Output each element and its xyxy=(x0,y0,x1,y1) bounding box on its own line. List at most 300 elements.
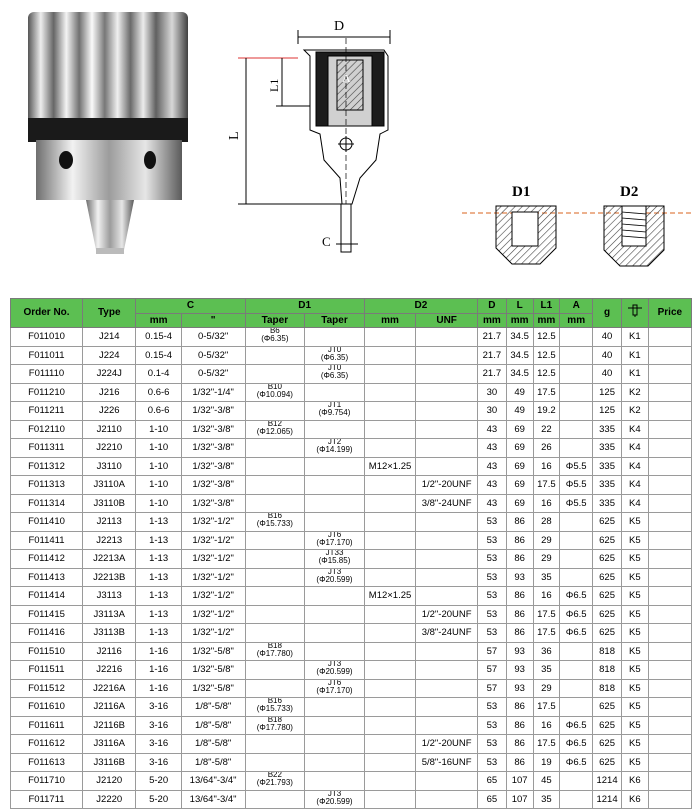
cell-c-mm: 1-13 xyxy=(136,531,181,550)
cell-price xyxy=(648,531,691,550)
cell-l1: 19 xyxy=(533,753,560,772)
taper-diameter: (Φ12.065) xyxy=(256,426,293,436)
table-row xyxy=(11,494,692,513)
cell-a xyxy=(560,679,593,698)
header-d-mm: mm xyxy=(477,314,506,328)
cell-g: 625 xyxy=(593,753,622,772)
cell-d1-taper-jt xyxy=(305,716,365,735)
cell-key: K5 xyxy=(621,531,648,550)
cell-l: 34.5 xyxy=(506,346,533,365)
cell-g: 40 xyxy=(593,365,622,384)
cell-price xyxy=(648,679,691,698)
cell-price xyxy=(648,420,691,439)
cell-d2-mm xyxy=(364,439,415,458)
cell-l: 69 xyxy=(506,457,533,476)
cell-d2-unf xyxy=(416,642,478,661)
table-row xyxy=(11,439,692,458)
cell-c-inch: 1/32"-3/8" xyxy=(181,402,245,421)
label-L1: L1 xyxy=(267,78,281,92)
cell-c-inch: 1/8"-5/8" xyxy=(181,698,245,717)
cell-l1: 16 xyxy=(533,716,560,735)
cell-d2-mm xyxy=(364,346,415,365)
cell-d2-mm xyxy=(364,753,415,772)
table-row xyxy=(11,790,692,809)
cell-g: 335 xyxy=(593,420,622,439)
cell-type: J224J xyxy=(83,365,136,384)
cell-d1-taper-b xyxy=(245,457,305,476)
cell-type: J2116B xyxy=(83,716,136,735)
table-row xyxy=(11,679,692,698)
cell-type: J3116A xyxy=(83,735,136,754)
cell-l1: 29 xyxy=(533,679,560,698)
cell-d2-unf xyxy=(416,661,478,680)
cell-order-no: F011512 xyxy=(11,679,83,698)
cell-d1-taper-b xyxy=(245,605,305,624)
cell-key: K4 xyxy=(621,457,648,476)
cell-d1-taper-jt xyxy=(305,753,365,772)
cell-price xyxy=(648,568,691,587)
cell-d1-taper-b xyxy=(245,587,305,606)
table-row xyxy=(11,735,692,754)
cell-price xyxy=(648,716,691,735)
cell-order-no: F011610 xyxy=(11,698,83,717)
cell-key: K5 xyxy=(621,661,648,680)
cell-type: J2110 xyxy=(83,420,136,439)
cell-price xyxy=(648,494,691,513)
taper-name: JT3 xyxy=(327,568,342,576)
header-d1-taper-jt: Taper xyxy=(305,314,365,328)
cell-a xyxy=(560,365,593,384)
cell-c-inch: 1/8"-5/8" xyxy=(181,716,245,735)
cell-d1-taper-b xyxy=(245,328,305,347)
cell-g: 625 xyxy=(593,531,622,550)
cell-a: Φ6.5 xyxy=(560,735,593,754)
cell-l: 86 xyxy=(506,624,533,643)
cell-type: J2120 xyxy=(83,772,136,791)
cell-order-no: F012110 xyxy=(11,420,83,439)
cell-a xyxy=(560,346,593,365)
cell-c-inch: 1/32"-3/8" xyxy=(181,494,245,513)
taper-name: JT6 xyxy=(327,531,342,539)
cell-d2-unf xyxy=(416,420,478,439)
table-row xyxy=(11,716,692,735)
cell-key: K5 xyxy=(621,605,648,624)
cell-c-mm: 0.6-6 xyxy=(136,402,181,421)
cell-c-mm: 1-16 xyxy=(136,661,181,680)
cell-d1-taper-jt xyxy=(305,735,365,754)
cell-key: K5 xyxy=(621,550,648,569)
cell-l1: 35 xyxy=(533,568,560,587)
cell-c-inch: 1/32"-1/2" xyxy=(181,531,245,550)
cell-d2-mm xyxy=(364,550,415,569)
cell-c-inch: 1/32"-1/2" xyxy=(181,568,245,587)
cell-key: K5 xyxy=(621,753,648,772)
cell-d: 53 xyxy=(477,605,506,624)
cell-key: K1 xyxy=(621,346,648,365)
table-row xyxy=(11,550,692,569)
cell-d2-mm xyxy=(364,383,415,402)
table-row xyxy=(11,383,692,402)
cell-d2-mm xyxy=(364,328,415,347)
cell-c-inch: 0-5/32" xyxy=(181,346,245,365)
cell-d2-unf xyxy=(416,568,478,587)
cell-d2-unf xyxy=(416,328,478,347)
cell-a: Φ5.5 xyxy=(560,457,593,476)
cell-c-mm: 1-13 xyxy=(136,513,181,532)
cell-c-mm: 0.1-4 xyxy=(136,365,181,384)
header-c-inch: " xyxy=(181,314,245,328)
cell-d: 53 xyxy=(477,513,506,532)
cell-d2-mm xyxy=(364,420,415,439)
cell-price xyxy=(648,457,691,476)
header-d1: D1 xyxy=(245,299,364,314)
cell-l1: 12.5 xyxy=(533,365,560,384)
cell-d1-taper-b xyxy=(245,365,305,384)
cell-d1-taper-jt xyxy=(305,624,365,643)
cell-d1-taper-jt xyxy=(305,661,365,680)
taper-diameter: (Φ21.793) xyxy=(256,778,293,787)
taper-name: JT0 xyxy=(327,346,342,354)
taper-diameter: (Φ20.599) xyxy=(316,574,353,584)
cell-d: 57 xyxy=(477,661,506,680)
cell-a xyxy=(560,661,593,680)
table-row xyxy=(11,568,692,587)
cell-type: J3113A xyxy=(83,605,136,624)
cell-type: J2210 xyxy=(83,439,136,458)
cell-d1-taper-jt xyxy=(305,568,365,587)
cell-a: Φ6.5 xyxy=(560,605,593,624)
label-D2: D2 xyxy=(620,184,639,200)
cell-d1-taper-b xyxy=(245,402,305,421)
cell-c-inch: 1/32"-1/2" xyxy=(181,587,245,606)
taper-diameter: (Φ17.780) xyxy=(256,722,293,732)
cell-d2-mm: M12×1.25 xyxy=(364,457,415,476)
cell-order-no: F011612 xyxy=(11,735,83,754)
cell-l1: 17.5 xyxy=(533,624,560,643)
cell-a: Φ5.5 xyxy=(560,476,593,495)
cell-c-mm: 0.6-6 xyxy=(136,383,181,402)
cell-key: K5 xyxy=(621,624,648,643)
taper-name: B18 xyxy=(267,716,282,724)
cell-d2-mm xyxy=(364,772,415,791)
cell-d2-mm xyxy=(364,698,415,717)
cell-g: 625 xyxy=(593,587,622,606)
cell-g: 335 xyxy=(593,457,622,476)
cell-c-mm: 1-10 xyxy=(136,457,181,476)
cell-l: 86 xyxy=(506,698,533,717)
cell-d1-taper-jt xyxy=(305,531,365,550)
cell-d2-unf xyxy=(416,790,478,809)
cell-a xyxy=(560,531,593,550)
cell-c-inch: 0-5/32" xyxy=(181,365,245,384)
cell-c-inch: 1/32"-3/8" xyxy=(181,457,245,476)
cell-d2-unf xyxy=(416,698,478,717)
cell-price xyxy=(648,365,691,384)
cell-a xyxy=(560,772,593,791)
d1-section xyxy=(496,184,556,264)
cell-d2-unf xyxy=(416,716,478,735)
d2-section xyxy=(604,184,664,266)
cell-a xyxy=(560,790,593,809)
cell-l1: 12.5 xyxy=(533,328,560,347)
cell-d1-taper-jt xyxy=(305,476,365,495)
cell-d2-unf: 1/2"-20UNF xyxy=(416,605,478,624)
cell-order-no: F011211 xyxy=(11,402,83,421)
cell-c-mm: 3-16 xyxy=(136,753,181,772)
header-price: Price xyxy=(648,299,691,328)
cell-l: 69 xyxy=(506,420,533,439)
cell-d2-mm xyxy=(364,624,415,643)
cell-price xyxy=(648,439,691,458)
cell-c-mm: 1-13 xyxy=(136,624,181,643)
taper-diameter: (Φ14.199) xyxy=(316,445,353,454)
cell-c-inch: 1/32"-1/4" xyxy=(181,383,245,402)
cell-order-no: F011312 xyxy=(11,457,83,476)
cell-a xyxy=(560,439,593,458)
cell-d: 65 xyxy=(477,772,506,791)
cell-key: K4 xyxy=(621,420,648,439)
cell-l: 34.5 xyxy=(506,365,533,384)
cell-d2-unf xyxy=(416,587,478,606)
cell-l1: 17.5 xyxy=(533,476,560,495)
cell-d1-taper-jt xyxy=(305,698,365,717)
cell-g: 335 xyxy=(593,439,622,458)
cell-l: 86 xyxy=(506,605,533,624)
cell-order-no: F011010 xyxy=(11,328,83,347)
taper-name: B6 xyxy=(269,327,280,335)
cell-l1: 29 xyxy=(533,531,560,550)
cell-d1-taper-b xyxy=(245,661,305,680)
cell-l1: 19.2 xyxy=(533,402,560,421)
cell-g: 335 xyxy=(593,476,622,495)
cell-type: J2213 xyxy=(83,531,136,550)
cell-l: 107 xyxy=(506,790,533,809)
cell-key: K5 xyxy=(621,679,648,698)
cell-type: J3116B xyxy=(83,753,136,772)
taper-diameter: (Φ9.754) xyxy=(318,408,351,417)
cell-order-no: F011511 xyxy=(11,661,83,680)
cell-d2-unf: 3/8"-24UNF xyxy=(416,494,478,513)
cell-a xyxy=(560,513,593,532)
cell-d2-mm xyxy=(364,735,415,754)
cell-g: 40 xyxy=(593,346,622,365)
cell-d: 53 xyxy=(477,568,506,587)
cell-a xyxy=(560,402,593,421)
table-row xyxy=(11,772,692,791)
cell-d1-taper-jt xyxy=(305,439,365,458)
label-A: A xyxy=(342,71,351,85)
cell-d1-taper-jt xyxy=(305,679,365,698)
cell-g: 625 xyxy=(593,698,622,717)
cell-d1-taper-jt xyxy=(305,328,365,347)
cell-price xyxy=(648,772,691,791)
cell-c-mm: 3-16 xyxy=(136,698,181,717)
cell-d: 30 xyxy=(477,383,506,402)
cell-c-mm: 1-10 xyxy=(136,494,181,513)
cell-c-mm: 1-10 xyxy=(136,420,181,439)
taper-diameter: (Φ17.170) xyxy=(316,685,353,695)
table-row xyxy=(11,402,692,421)
taper-name: JT2 xyxy=(327,438,342,446)
taper-diameter: (Φ10.094) xyxy=(256,389,293,399)
cell-type: J3110B xyxy=(83,494,136,513)
cell-d2-mm xyxy=(364,365,415,384)
cell-order-no: F011611 xyxy=(11,716,83,735)
cell-price xyxy=(648,698,691,717)
cell-price xyxy=(648,605,691,624)
cell-a: Φ6.5 xyxy=(560,587,593,606)
cell-d2-mm xyxy=(364,679,415,698)
cell-d: 43 xyxy=(477,439,506,458)
cell-order-no: F011613 xyxy=(11,753,83,772)
cell-c-mm: 1-13 xyxy=(136,587,181,606)
cell-g: 1214 xyxy=(593,772,622,791)
cell-type: J2213B xyxy=(83,568,136,587)
cell-order-no: F011210 xyxy=(11,383,83,402)
cell-c-mm: 3-16 xyxy=(136,735,181,754)
cell-d2-mm xyxy=(364,476,415,495)
label-D1: D1 xyxy=(512,184,531,200)
cell-key: K6 xyxy=(621,790,648,809)
cell-c-mm: 3-16 xyxy=(136,716,181,735)
cell-d: 43 xyxy=(477,476,506,495)
cell-order-no: F011414 xyxy=(11,587,83,606)
header-l-mm: mm xyxy=(506,314,533,328)
cell-d: 53 xyxy=(477,587,506,606)
cell-l1: 16 xyxy=(533,587,560,606)
cell-d2-mm xyxy=(364,402,415,421)
cell-d: 30 xyxy=(477,402,506,421)
cell-l1: 16 xyxy=(533,457,560,476)
cell-a xyxy=(560,383,593,402)
cell-key: K1 xyxy=(621,328,648,347)
cell-key: K5 xyxy=(621,513,648,532)
cell-a xyxy=(560,568,593,587)
cell-d: 53 xyxy=(477,735,506,754)
header-l: L xyxy=(506,299,533,314)
label-D: D xyxy=(334,19,345,34)
cell-l: 69 xyxy=(506,476,533,495)
cell-d2-mm xyxy=(364,513,415,532)
cell-key: K5 xyxy=(621,716,648,735)
cell-type: J3110A xyxy=(83,476,136,495)
cell-type: J216 xyxy=(83,383,136,402)
cell-price xyxy=(648,550,691,569)
cell-d1-taper-jt xyxy=(305,402,365,421)
cell-d2-unf: 1/2"-20UNF xyxy=(416,735,478,754)
cell-d1-taper-b xyxy=(245,568,305,587)
table-row xyxy=(11,642,692,661)
cell-g: 125 xyxy=(593,383,622,402)
product-figure xyxy=(0,0,700,296)
cell-key: K4 xyxy=(621,494,648,513)
cell-d1-taper-jt xyxy=(305,513,365,532)
table-row xyxy=(11,605,692,624)
header-a-mm: mm xyxy=(560,314,593,328)
cell-c-inch: 1/32"-3/8" xyxy=(181,476,245,495)
cell-d2-mm xyxy=(364,568,415,587)
cell-d1-taper-jt xyxy=(305,605,365,624)
cell-d1-taper-b xyxy=(245,679,305,698)
cell-key: K2 xyxy=(621,402,648,421)
cell-l1: 17.5 xyxy=(533,698,560,717)
taper-name: JT0 xyxy=(327,364,342,372)
cell-order-no: F011415 xyxy=(11,605,83,624)
header-c-mm: mm xyxy=(136,314,181,328)
cell-d1-taper-jt xyxy=(305,494,365,513)
cell-l: 93 xyxy=(506,661,533,680)
cell-d1-taper-jt xyxy=(305,457,365,476)
cell-d2-mm xyxy=(364,716,415,735)
cell-d: 65 xyxy=(477,790,506,809)
cell-g: 625 xyxy=(593,568,622,587)
cell-type: J3110 xyxy=(83,457,136,476)
cell-l: 93 xyxy=(506,679,533,698)
cell-c-mm: 0.15-4 xyxy=(136,328,181,347)
cell-d1-taper-b xyxy=(245,772,305,791)
table-row xyxy=(11,420,692,439)
cell-c-inch: 13/64"-3/4" xyxy=(181,790,245,809)
cell-l: 49 xyxy=(506,383,533,402)
cell-order-no: F011011 xyxy=(11,346,83,365)
cell-d2-mm: M12×1.25 xyxy=(364,587,415,606)
cell-type: J2113 xyxy=(83,513,136,532)
cell-order-no: F011711 xyxy=(11,790,83,809)
taper-name: JT6 xyxy=(327,679,342,687)
taper-diameter: (Φ6.35) xyxy=(320,352,349,362)
cell-l1: 17.5 xyxy=(533,735,560,754)
cell-c-mm: 1-13 xyxy=(136,568,181,587)
cell-order-no: F011313 xyxy=(11,476,83,495)
cell-d1-taper-b xyxy=(245,383,305,402)
cell-type: J214 xyxy=(83,328,136,347)
cell-l: 107 xyxy=(506,772,533,791)
cell-d1-taper-b xyxy=(245,642,305,661)
cell-g: 335 xyxy=(593,494,622,513)
cell-d1-taper-b xyxy=(245,531,305,550)
cell-key: K2 xyxy=(621,383,648,402)
cell-d1-taper-b xyxy=(245,550,305,569)
cell-c-inch: 1/32"-5/8" xyxy=(181,679,245,698)
cell-d: 43 xyxy=(477,420,506,439)
cell-a: Φ6.5 xyxy=(560,624,593,643)
taper-diameter: (Φ17.780) xyxy=(256,648,293,658)
cell-key: K4 xyxy=(621,439,648,458)
cell-order-no: F011510 xyxy=(11,642,83,661)
cell-d1-taper-jt xyxy=(305,346,365,365)
cell-order-no: F011314 xyxy=(11,494,83,513)
cell-price xyxy=(648,346,691,365)
cell-order-no: F011311 xyxy=(11,439,83,458)
taper-diameter: (Φ20.599) xyxy=(316,796,353,806)
cell-order-no: F011412 xyxy=(11,550,83,569)
cell-c-inch: 1/32"-5/8" xyxy=(181,661,245,680)
cell-order-no: F011410 xyxy=(11,513,83,532)
table-row xyxy=(11,346,692,365)
cell-d1-taper-b xyxy=(245,494,305,513)
cell-order-no: F011416 xyxy=(11,624,83,643)
header-d: D xyxy=(477,299,506,314)
header-a: A xyxy=(560,299,593,314)
table-row xyxy=(11,457,692,476)
header-g: g xyxy=(593,299,622,328)
cell-c-mm: 1-10 xyxy=(136,476,181,495)
header-key-icon xyxy=(621,299,648,328)
cell-type: J2220 xyxy=(83,790,136,809)
cell-key: K5 xyxy=(621,587,648,606)
cell-c-inch: 1/32"-1/2" xyxy=(181,513,245,532)
cell-d2-mm xyxy=(364,531,415,550)
